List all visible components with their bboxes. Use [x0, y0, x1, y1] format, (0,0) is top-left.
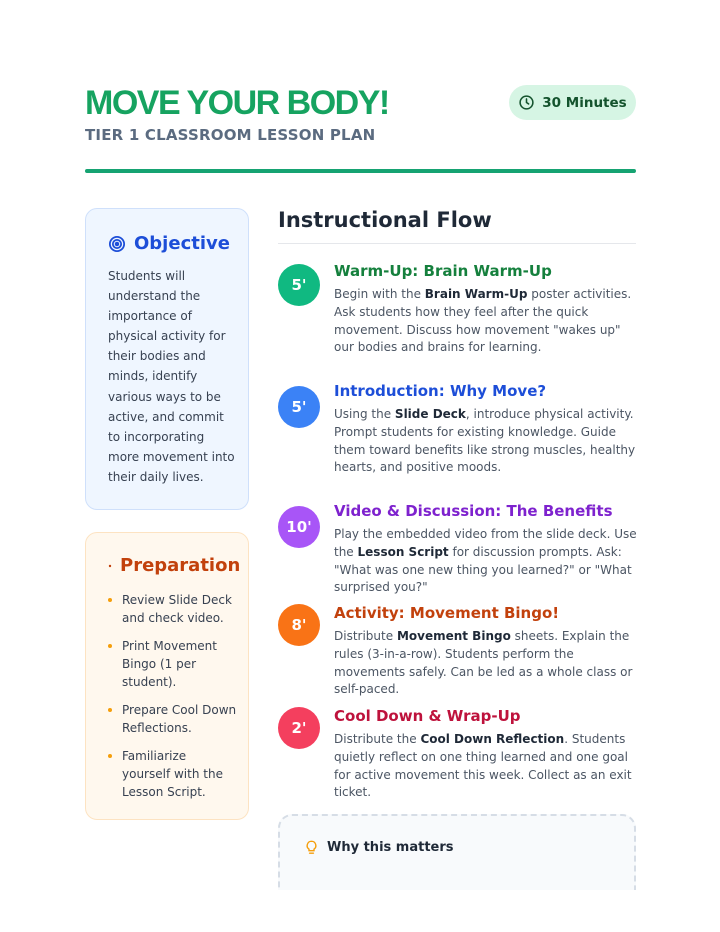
preparation-item: Familiarize yourself with the Lesson Script. — [108, 747, 238, 801]
step-text: for discussion prompts. Ask: "What was one new thing you learned?" or "What surprised you?" — [334, 544, 632, 595]
step-title: Warm-Up: Brain Warm-Up — [334, 262, 552, 280]
clipboard-icon — [108, 564, 112, 568]
page-title: MOVE YOUR BODY! — [85, 84, 389, 122]
preparation-heading: Preparation — [120, 555, 241, 576]
step-resource-name: Brain Warm-Up — [424, 287, 528, 301]
preparation-card — [85, 532, 249, 820]
objective-heading: Objective — [134, 233, 230, 254]
step-resource-name: Cool Down Reflection — [420, 732, 565, 746]
preparation-item: Prepare Cool Down Reflections. — [108, 701, 238, 737]
step-title: Video & Discussion: The Benefits — [334, 502, 613, 520]
step-description — [334, 731, 638, 802]
header-divider — [85, 169, 636, 173]
step-title: Introduction: Why Move? — [334, 382, 547, 400]
duration-badge — [509, 85, 636, 120]
preparation-item: Print Movement Bingo (1 per student). — [108, 637, 238, 691]
why-heading: Why this matters — [327, 840, 454, 855]
step-title: Cool Down & Wrap-Up — [334, 707, 521, 725]
step-text: poster activities. Ask students how they feel after the quick movement. Discuss how movement "wakes up" our bodies and brains for learning. — [334, 287, 632, 355]
step-description — [334, 628, 638, 699]
lightbulb-icon — [304, 839, 319, 856]
step-resource-name: Lesson Script — [357, 544, 449, 559]
page-bottom-fade — [0, 890, 720, 932]
step-description — [334, 406, 638, 477]
target-icon — [108, 235, 126, 253]
step-text: . Students quietly reflect on one thing learned and one goal for active movement this week. Collect as an exit ticket. — [334, 732, 632, 800]
objective-card — [85, 208, 249, 510]
step-duration-badge: 5' — [278, 264, 320, 306]
step-description — [334, 526, 638, 597]
step-text: Distribute the — [334, 732, 421, 746]
step-duration-badge: 2' — [278, 707, 320, 749]
step-text: Using the — [334, 407, 395, 421]
step-description — [334, 286, 638, 357]
step-text: Play the embedded video from the slide deck. Use the — [334, 527, 637, 559]
duration-label: 30 Minutes — [542, 94, 627, 111]
clock-icon — [518, 94, 535, 111]
preparation-list — [108, 591, 238, 811]
step-duration-badge: 8' — [278, 604, 320, 646]
step-duration-badge: 10' — [278, 506, 320, 548]
step-title: Activity: Movement Bingo! — [334, 604, 560, 622]
step-text: , introduce physical activity. Prompt students for existing knowledge. Guide them toward benefits like strong muscles, healthy hearts, and positive moods. — [334, 407, 636, 475]
flow-heading: Instructional Flow — [278, 208, 492, 232]
step-duration-badge: 5' — [278, 386, 320, 428]
step-resource-name: Slide Deck — [394, 407, 466, 421]
step-resource-name: Movement Bingo — [396, 629, 511, 643]
why-header — [304, 839, 454, 856]
step-text: Begin with the — [334, 287, 425, 301]
objective-header — [108, 233, 230, 254]
step-text: sheets. Explain the rules (3-in-a-row). Students perform the movements safely. Can be led as a whole class or self-paced. — [334, 629, 633, 697]
objective-text: Students will understand the importance of physical activity for their bodies and minds, identify various ways to be active, and commit to incorporating more movement into their daily lives. — [108, 269, 235, 484]
step-text: Distribute — [334, 629, 397, 643]
preparation-header — [108, 555, 240, 576]
page-subtitle: TIER 1 CLASSROOM LESSON PLAN — [85, 126, 376, 144]
flow-divider — [278, 243, 636, 244]
preparation-item: Review Slide Deck and check video. — [108, 591, 238, 627]
